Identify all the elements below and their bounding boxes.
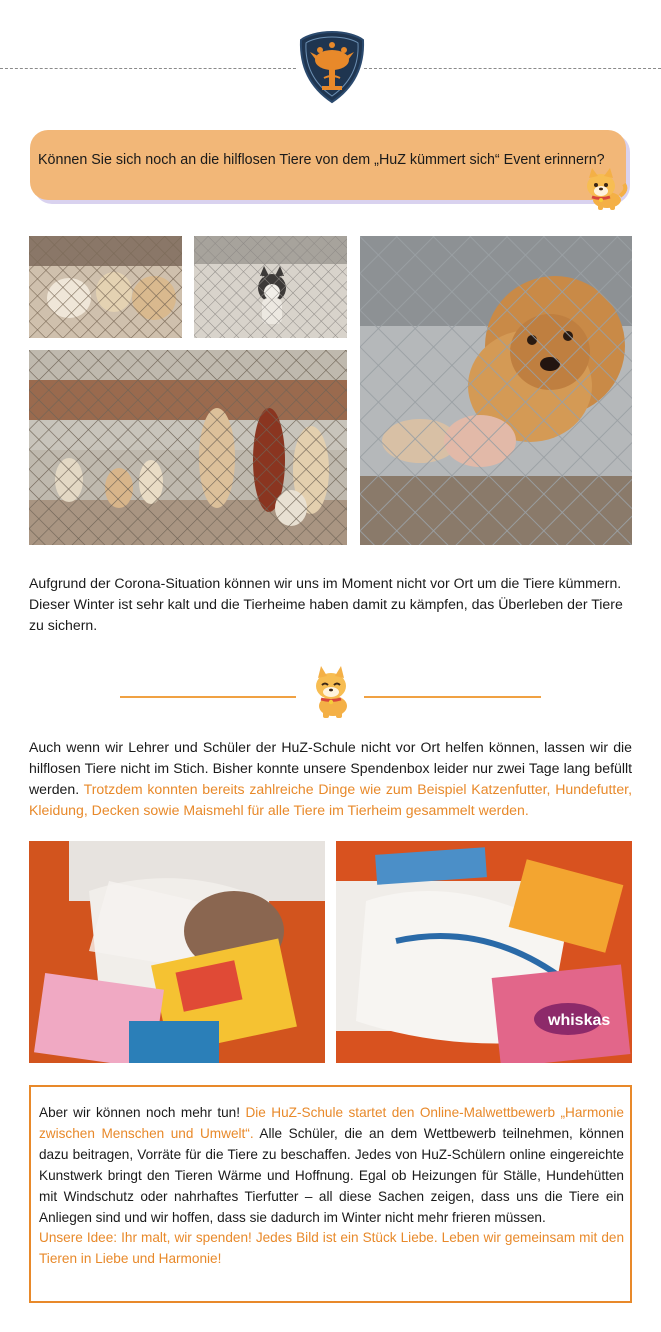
photo-dogs-behind-fence: [29, 236, 182, 338]
photo-golden-retriever: [360, 236, 632, 545]
photo-husky-kennel: [194, 236, 347, 338]
callout-contest-announcement: Die HuZ-Schule startet den Online-Malwettbewerb „Harmonie zwischen Menschen und Umwelt“.: [39, 1105, 624, 1141]
huz-school-logo-icon: [298, 30, 366, 104]
donation-text: Auch wenn wir Lehrer und Schüler der HuZ-Schule nicht vor Ort helfen können, lassen wir die hilflosen Tiere nicht im Stich. Bisher konnte unsere Spendenbox leider nur zwei Tage lang befüllt werden.: [29, 739, 632, 797]
cartoon-dog-icon: [580, 166, 630, 212]
dashed-divider: [364, 68, 661, 69]
callout-body: Alle Schüler, die an dem Wettbewerb teilnehmen, können dazu beitragen, Vorräte für die Tiere zu beschaffen. Jedes von HuZ-Schülern online eingereichte Kunstwerk bringt den Tieren Wärme und Hoffnung. Egal ob Heizungen für Ställe, Hundehütten mit Windschutz oder nahrhaftes Tierfutter – all diese Sachen zeigen, dass uns die Tiere ein Anliegen sind und wir hoffen, dass sie dadurch im Winter nicht mehr frieren müssen.: [39, 1125, 624, 1225]
divider-line: [364, 696, 541, 698]
situation-paragraph: Aufgrund der Corona-Situation können wir uns im Moment nicht vor Ort um die Tiere kümmern. Dieser Winter ist sehr kalt und die Tierheime haben damit zu kämpfen, das Überleben der Tiere zu sichern.: [29, 575, 623, 633]
photo-dogs-standing-at-fence: [29, 350, 347, 545]
page-header: [0, 0, 661, 110]
cartoon-dog-icon: [305, 664, 357, 720]
contest-callout-text: [39, 1103, 624, 1270]
divider-line: [120, 696, 296, 698]
intro-question: Können Sie sich noch an die hilflosen Tiere von dem „HuZ kümmert sich“ Event erinnern?: [38, 152, 605, 168]
donation-paragraph: [29, 737, 632, 821]
svg-text:whiskas: whiskas: [548, 1012, 611, 1029]
photo-donated-cat-food: [336, 841, 632, 1063]
callout-closing: Unsere Idee: Ihr malt, wir spenden! Jedes Bild ist ein Stück Liebe. Leben wir gemeinsam mit den Tieren in Liebe und Harmonie!: [39, 1230, 624, 1267]
dashed-divider: [0, 68, 296, 69]
donation-highlight: Trotzdem konnten bereits zahlreiche Dinge wie zum Beispiel Katzenfutter, Hundefutter, Kleidung, Decken sowie Maismehl für alle Tiere im Tierheim gesammelt werden.: [29, 781, 632, 818]
callout-intro: Aber wir können noch mehr tun!: [39, 1105, 246, 1120]
intro-speech-bubble: [30, 130, 626, 200]
contest-callout-box: [29, 1085, 632, 1303]
photo-donated-pet-food: [29, 841, 325, 1063]
